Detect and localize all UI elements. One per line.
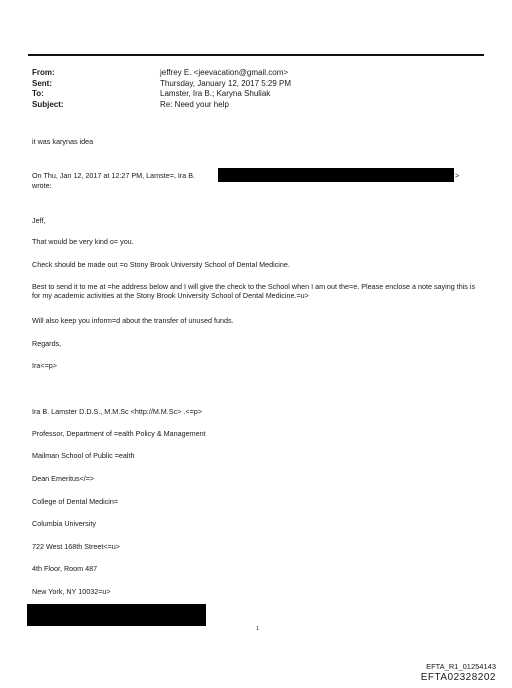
signature-line: Columbia University bbox=[32, 519, 96, 528]
signature-line: 722 West 168th Street<=u> bbox=[32, 542, 120, 551]
subject-label: Subject: bbox=[32, 99, 64, 109]
redaction-bar-footer bbox=[27, 604, 206, 626]
quote-intro-bracket: > bbox=[455, 171, 460, 180]
greeting: Jeff, bbox=[32, 216, 46, 225]
quote-intro-line2: wrote: bbox=[32, 181, 52, 190]
redaction-bar-email bbox=[218, 168, 454, 182]
paragraph-2: Check should be made out =o Stony Brook University School of Dental Medicine. bbox=[32, 260, 290, 269]
header-labels bbox=[32, 68, 64, 110]
header-rule bbox=[28, 54, 484, 56]
bates-stamp-large: EFTA02328202 bbox=[420, 672, 496, 683]
sign-off: Ira<=p> bbox=[32, 361, 57, 370]
sent-label: Sent: bbox=[32, 78, 52, 88]
signature-line: Mailman School of Public =ealth bbox=[32, 451, 135, 460]
quote-intro-line1: On Thu, Jan 12, 2017 at 12:27 PM, Lamste=, Ira B. bbox=[32, 171, 196, 180]
regards: Regards, bbox=[32, 339, 62, 348]
signature-line: College of Dental Medicin= bbox=[32, 497, 119, 506]
to-value: Lamster, Ira B.; Karyna Shuliak bbox=[160, 89, 271, 98]
signature-line: Dean Emeritus</=> bbox=[32, 474, 95, 483]
header-values bbox=[160, 68, 291, 110]
page-number: 1 bbox=[256, 626, 260, 632]
subject-value: Re: Need your help bbox=[160, 99, 229, 109]
bates-stamp-small: EFTA_R1_01254143 bbox=[426, 662, 496, 671]
reply-text: it was karynas idea bbox=[32, 137, 94, 146]
from-value: jeffrey E. <jeevacation@gmail.com> bbox=[160, 68, 289, 77]
signature-line: Professor, Department of =ealth Policy & Management bbox=[32, 429, 206, 438]
sent-value: Thursday, January 12, 2017 5:29 PM bbox=[160, 78, 292, 88]
from-label: From: bbox=[32, 68, 55, 77]
paragraph-4: Will also keep you inform=d about the transfer of unused funds. bbox=[32, 316, 234, 325]
paragraph-3: Best to send it to me at =he address below and I will give the check to the School when I am out the=e. Please enclose a note saying this is for my academic activities at the Stony Brook University School of Dental Medicine.=u> bbox=[32, 282, 476, 300]
signature-line: New York, NY 10032=u> bbox=[32, 587, 111, 596]
paragraph-1: That would be very kind o= you. bbox=[32, 237, 134, 246]
signature-line: 4th Floor, Room 487 bbox=[32, 564, 98, 573]
signature-line: Ira B. Lamster D.D.S., M.M.Sc <http://M.M.Sc> .<=p> bbox=[32, 407, 202, 416]
to-label: To: bbox=[32, 89, 44, 98]
